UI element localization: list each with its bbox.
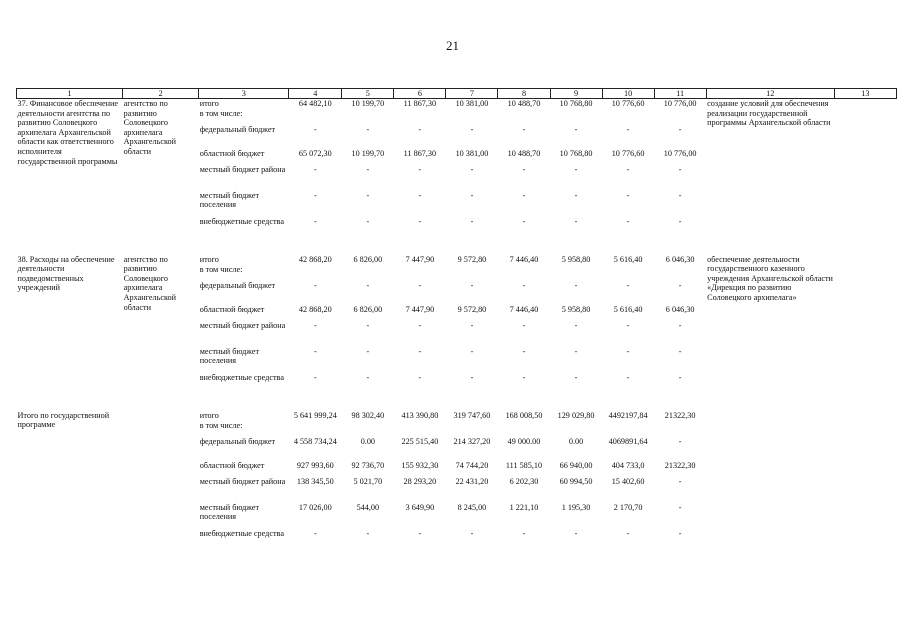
amount-cell: - bbox=[313, 320, 317, 330]
column-number: 11 bbox=[654, 89, 706, 99]
amount-cell: - bbox=[366, 280, 370, 290]
amount-cell: - bbox=[313, 280, 317, 290]
amount-cell: 4069891,64 bbox=[608, 436, 648, 446]
amount-cell: - bbox=[470, 320, 474, 330]
amount-cell bbox=[654, 265, 706, 281]
amount-cell: - bbox=[470, 164, 474, 174]
amount-cell: 1 195,30 bbox=[561, 502, 591, 512]
amount-cell: 6 202,30 bbox=[509, 476, 539, 486]
amount-cell: 9 572,80 bbox=[457, 254, 487, 264]
amount-cell bbox=[289, 421, 342, 437]
column-number: 13 bbox=[834, 89, 896, 99]
amount-cell: 92 736,70 bbox=[351, 460, 385, 470]
column-number: 6 bbox=[394, 89, 446, 99]
funding-source: внебюджетные средства bbox=[199, 372, 284, 382]
amount-cell: 10 199,70 bbox=[351, 99, 385, 108]
column-number: 3 bbox=[199, 89, 289, 99]
amount-cell: - bbox=[678, 476, 682, 486]
amount-cell: - bbox=[470, 528, 474, 538]
amount-cell: 11 867,30 bbox=[403, 99, 437, 108]
activity-name: 37. Финансовое обеспечение деятельности агентства по развитию Соловецкого архипелага Архангельской области как ответственного исполнителя государственной программы bbox=[17, 99, 119, 166]
amount-cell bbox=[498, 421, 550, 437]
amount-cell: - bbox=[574, 528, 578, 538]
group-spacer bbox=[17, 241, 897, 255]
funding-source: местный бюджет поселения bbox=[199, 502, 260, 522]
amount-cell: 10 381,00 bbox=[455, 148, 489, 158]
amount-cell: 0.00 bbox=[568, 436, 584, 446]
amount-cell: 64 482,10 bbox=[298, 99, 332, 108]
funding-source: федеральный бюджет bbox=[199, 436, 276, 446]
amount-cell: 10 768,80 bbox=[559, 148, 593, 158]
funding-source: в том числе: bbox=[199, 420, 243, 430]
amount-cell: - bbox=[626, 372, 630, 382]
amount-cell: - bbox=[522, 280, 526, 290]
amount-cell: - bbox=[678, 502, 682, 512]
amount-cell: 129 029,80 bbox=[557, 410, 595, 420]
amount-cell: 15 402,60 bbox=[611, 476, 645, 486]
amount-cell bbox=[550, 109, 602, 125]
amount-cell: - bbox=[522, 164, 526, 174]
amount-cell: - bbox=[418, 320, 422, 330]
executor-cell bbox=[123, 411, 199, 553]
amount-cell: - bbox=[522, 124, 526, 134]
amount-cell bbox=[446, 421, 498, 437]
amount-cell: - bbox=[418, 372, 422, 382]
amount-cell: 2 170,70 bbox=[613, 502, 643, 512]
amount-cell: 7 447,90 bbox=[405, 254, 435, 264]
amount-cell: - bbox=[522, 320, 526, 330]
amount-cell: 225 515,40 bbox=[401, 436, 439, 446]
amount-cell: - bbox=[313, 216, 317, 226]
table-row bbox=[17, 411, 897, 421]
amount-cell: - bbox=[626, 280, 630, 290]
amount-cell: 8 245,00 bbox=[457, 502, 487, 512]
amount-cell: - bbox=[522, 346, 526, 356]
column-number: 8 bbox=[498, 89, 550, 99]
column-number: 12 bbox=[706, 89, 834, 99]
executor-cell: агентство по развитию Соловецкого архипелага Архангельской области bbox=[123, 99, 176, 156]
amount-cell: 17 026,00 bbox=[298, 502, 332, 512]
amount-cell: - bbox=[574, 372, 578, 382]
funding-source: областной бюджет bbox=[199, 304, 265, 314]
amount-cell bbox=[394, 265, 446, 281]
amount-cell: - bbox=[470, 372, 474, 382]
amount-cell bbox=[446, 109, 498, 125]
amount-cell: - bbox=[470, 216, 474, 226]
amount-cell: - bbox=[366, 190, 370, 200]
amount-cell: 0.00 bbox=[360, 436, 376, 446]
amount-cell: 21322,30 bbox=[664, 460, 696, 470]
amount-cell: - bbox=[626, 320, 630, 330]
column-number: 1 bbox=[17, 89, 123, 99]
amount-cell: - bbox=[418, 346, 422, 356]
amount-cell: - bbox=[678, 436, 682, 446]
amount-cell: 5 616,40 bbox=[613, 304, 643, 314]
amount-cell: - bbox=[574, 320, 578, 330]
amount-cell: - bbox=[313, 124, 317, 134]
amount-cell bbox=[498, 265, 550, 281]
amount-cell: - bbox=[366, 320, 370, 330]
amount-cell bbox=[446, 265, 498, 281]
amount-cell: 65 072,30 bbox=[298, 148, 332, 158]
amount-cell: 1 221,10 bbox=[509, 502, 539, 512]
amount-cell: - bbox=[574, 346, 578, 356]
amount-cell bbox=[394, 109, 446, 125]
expected-result: создание условий для обеспечения реализации государственной программы Архангельской области bbox=[707, 99, 831, 128]
funding-source: областной бюджет bbox=[199, 460, 265, 470]
amount-cell: 6 046,30 bbox=[665, 304, 695, 314]
amount-cell: - bbox=[313, 372, 317, 382]
amount-cell bbox=[342, 265, 394, 281]
amount-cell: - bbox=[626, 216, 630, 226]
funding-source: в том числе: bbox=[199, 108, 243, 118]
empty-cell bbox=[834, 255, 896, 397]
column-number: 7 bbox=[446, 89, 498, 99]
amount-cell bbox=[394, 421, 446, 437]
amount-cell: - bbox=[678, 528, 682, 538]
amount-cell: - bbox=[470, 346, 474, 356]
amount-cell: - bbox=[626, 346, 630, 356]
column-number: 9 bbox=[550, 89, 602, 99]
amount-cell: 10 488,70 bbox=[507, 99, 541, 108]
table-row bbox=[17, 255, 897, 265]
amount-cell bbox=[342, 109, 394, 125]
funding-source: местный бюджет поселения bbox=[199, 346, 260, 366]
funding-source: внебюджетные средства bbox=[199, 528, 284, 538]
table-row bbox=[17, 99, 897, 109]
amount-cell: - bbox=[574, 280, 578, 290]
amount-cell: - bbox=[366, 372, 370, 382]
amount-cell bbox=[289, 265, 342, 281]
expected-result bbox=[706, 411, 834, 553]
amount-cell: 3 649,90 bbox=[405, 502, 435, 512]
amount-cell: - bbox=[678, 190, 682, 200]
expected-result: обеспечение деятельности государственного казенного учреждения Архангельской области «Дирекция по развитию Соловецкого архипелага» bbox=[707, 254, 833, 302]
column-number-row bbox=[17, 89, 897, 99]
activity-name: Итого по государственной программе bbox=[17, 410, 110, 430]
amount-cell: 5 641 999,24 bbox=[293, 410, 337, 420]
funding-source: итого bbox=[199, 99, 219, 108]
amount-cell: - bbox=[366, 124, 370, 134]
amount-cell: 98 302,40 bbox=[351, 410, 385, 420]
amount-cell: 413 390,80 bbox=[401, 410, 439, 420]
amount-cell: - bbox=[313, 164, 317, 174]
amount-cell: - bbox=[418, 528, 422, 538]
amount-cell: 6 826,00 bbox=[353, 304, 383, 314]
funding-source: местный бюджет поселения bbox=[199, 190, 260, 210]
amount-cell: - bbox=[522, 528, 526, 538]
amount-cell: - bbox=[678, 280, 682, 290]
amount-cell: - bbox=[626, 124, 630, 134]
funding-source: местный бюджет района bbox=[199, 476, 286, 486]
amount-cell: 214 327,20 bbox=[453, 436, 491, 446]
amount-cell: - bbox=[626, 190, 630, 200]
amount-cell: - bbox=[418, 190, 422, 200]
amount-cell bbox=[550, 265, 602, 281]
amount-cell: - bbox=[470, 190, 474, 200]
amount-cell bbox=[498, 109, 550, 125]
amount-cell: - bbox=[574, 216, 578, 226]
funding-source: итого bbox=[199, 410, 219, 420]
amount-cell: 4 558 734,24 bbox=[293, 436, 337, 446]
column-number: 10 bbox=[602, 89, 654, 99]
amount-cell bbox=[602, 421, 654, 437]
amount-cell: - bbox=[522, 372, 526, 382]
amount-cell: 10 381,00 bbox=[455, 99, 489, 108]
amount-cell: - bbox=[574, 124, 578, 134]
spacer-cell bbox=[17, 241, 897, 255]
amount-cell: 5 021,70 bbox=[353, 476, 383, 486]
amount-cell: 5 958,80 bbox=[561, 304, 591, 314]
amount-cell: - bbox=[366, 216, 370, 226]
amount-cell: 11 867,30 bbox=[403, 148, 437, 158]
amount-cell: 544,00 bbox=[356, 502, 380, 512]
amount-cell: 7 446,40 bbox=[509, 254, 539, 264]
page-number: 21 bbox=[446, 38, 459, 53]
amount-cell: 404 733,0 bbox=[611, 460, 645, 470]
amount-cell: - bbox=[522, 190, 526, 200]
activity-name: 38. Расходы на обеспечение деятельности подведомственных учреждений bbox=[17, 254, 115, 293]
amount-cell: - bbox=[418, 164, 422, 174]
amount-cell bbox=[550, 421, 602, 437]
group-spacer bbox=[17, 397, 897, 411]
amount-cell: - bbox=[366, 346, 370, 356]
amount-cell: - bbox=[574, 190, 578, 200]
empty-cell bbox=[834, 411, 896, 553]
amount-cell: 927 993,60 bbox=[296, 460, 334, 470]
funding-source: итого bbox=[199, 254, 219, 264]
amount-cell: 10 488,70 bbox=[507, 148, 541, 158]
amount-cell: - bbox=[678, 320, 682, 330]
amount-cell bbox=[342, 421, 394, 437]
amount-cell: 28 293,20 bbox=[403, 476, 437, 486]
amount-cell: - bbox=[366, 164, 370, 174]
amount-cell: 155 932,30 bbox=[401, 460, 439, 470]
amount-cell: 66 940,00 bbox=[559, 460, 593, 470]
empty-cell bbox=[834, 99, 896, 241]
amount-cell: 6 046,30 bbox=[665, 254, 695, 264]
column-number: 2 bbox=[123, 89, 199, 99]
amount-cell: 168 008,50 bbox=[505, 410, 543, 420]
column-number: 5 bbox=[342, 89, 394, 99]
amount-cell: 10 776,60 bbox=[611, 99, 645, 108]
amount-cell: - bbox=[366, 528, 370, 538]
amount-cell: - bbox=[418, 124, 422, 134]
amount-cell: 42 868,20 bbox=[298, 304, 332, 314]
amount-cell: 7 447,90 bbox=[405, 304, 435, 314]
amount-cell: 21322,30 bbox=[664, 410, 696, 420]
amount-cell: 74 744,20 bbox=[455, 460, 489, 470]
amount-cell: 4492197,84 bbox=[608, 410, 648, 420]
amount-cell bbox=[602, 265, 654, 281]
amount-cell: 6 826,00 bbox=[353, 254, 383, 264]
amount-cell: - bbox=[678, 372, 682, 382]
amount-cell: 138 345,50 bbox=[296, 476, 334, 486]
amount-cell bbox=[654, 109, 706, 125]
amount-cell: - bbox=[313, 346, 317, 356]
amount-cell: 7 446,40 bbox=[509, 304, 539, 314]
amount-cell: 10 776,60 bbox=[611, 148, 645, 158]
amount-cell: - bbox=[470, 124, 474, 134]
amount-cell bbox=[654, 421, 706, 437]
amount-cell: 10 199,70 bbox=[351, 148, 385, 158]
amount-cell: 111 585,10 bbox=[505, 460, 543, 470]
budget-table bbox=[16, 88, 897, 553]
amount-cell: - bbox=[418, 216, 422, 226]
amount-cell: - bbox=[313, 190, 317, 200]
amount-cell: 5 616,40 bbox=[613, 254, 643, 264]
amount-cell: - bbox=[574, 164, 578, 174]
executor-cell: агентство по развитию Соловецкого архипелага Архангельской области bbox=[123, 254, 176, 312]
amount-cell: 319 747,60 bbox=[453, 410, 491, 420]
amount-cell bbox=[602, 109, 654, 125]
amount-cell: 42 868,20 bbox=[298, 254, 332, 264]
amount-cell: - bbox=[678, 164, 682, 174]
amount-cell: - bbox=[678, 124, 682, 134]
amount-cell: 10 776,00 bbox=[663, 148, 697, 158]
amount-cell: - bbox=[678, 346, 682, 356]
amount-cell: 10 776,00 bbox=[663, 99, 697, 108]
amount-cell: 22 431,20 bbox=[455, 476, 489, 486]
amount-cell: 60 994,50 bbox=[559, 476, 593, 486]
amount-cell bbox=[289, 109, 342, 125]
amount-cell: - bbox=[626, 528, 630, 538]
funding-source: в том числе: bbox=[199, 264, 243, 274]
spacer-cell bbox=[17, 397, 897, 411]
amount-cell: 10 768,80 bbox=[559, 99, 593, 108]
amount-cell: - bbox=[470, 280, 474, 290]
amount-cell: - bbox=[522, 216, 526, 226]
column-number: 4 bbox=[289, 89, 342, 99]
amount-cell: 9 572,80 bbox=[457, 304, 487, 314]
funding-source: областной бюджет bbox=[199, 148, 265, 158]
amount-cell: - bbox=[626, 164, 630, 174]
funding-source: федеральный бюджет bbox=[199, 124, 276, 134]
amount-cell: - bbox=[313, 528, 317, 538]
amount-cell: - bbox=[418, 280, 422, 290]
amount-cell: 49 000.00 bbox=[507, 436, 541, 446]
funding-source: местный бюджет района bbox=[199, 164, 286, 174]
funding-source: внебюджетные средства bbox=[199, 216, 284, 226]
funding-source: местный бюджет района bbox=[199, 320, 286, 330]
amount-cell: - bbox=[678, 216, 682, 226]
funding-source: федеральный бюджет bbox=[199, 280, 276, 290]
amount-cell: 5 958,80 bbox=[561, 254, 591, 264]
